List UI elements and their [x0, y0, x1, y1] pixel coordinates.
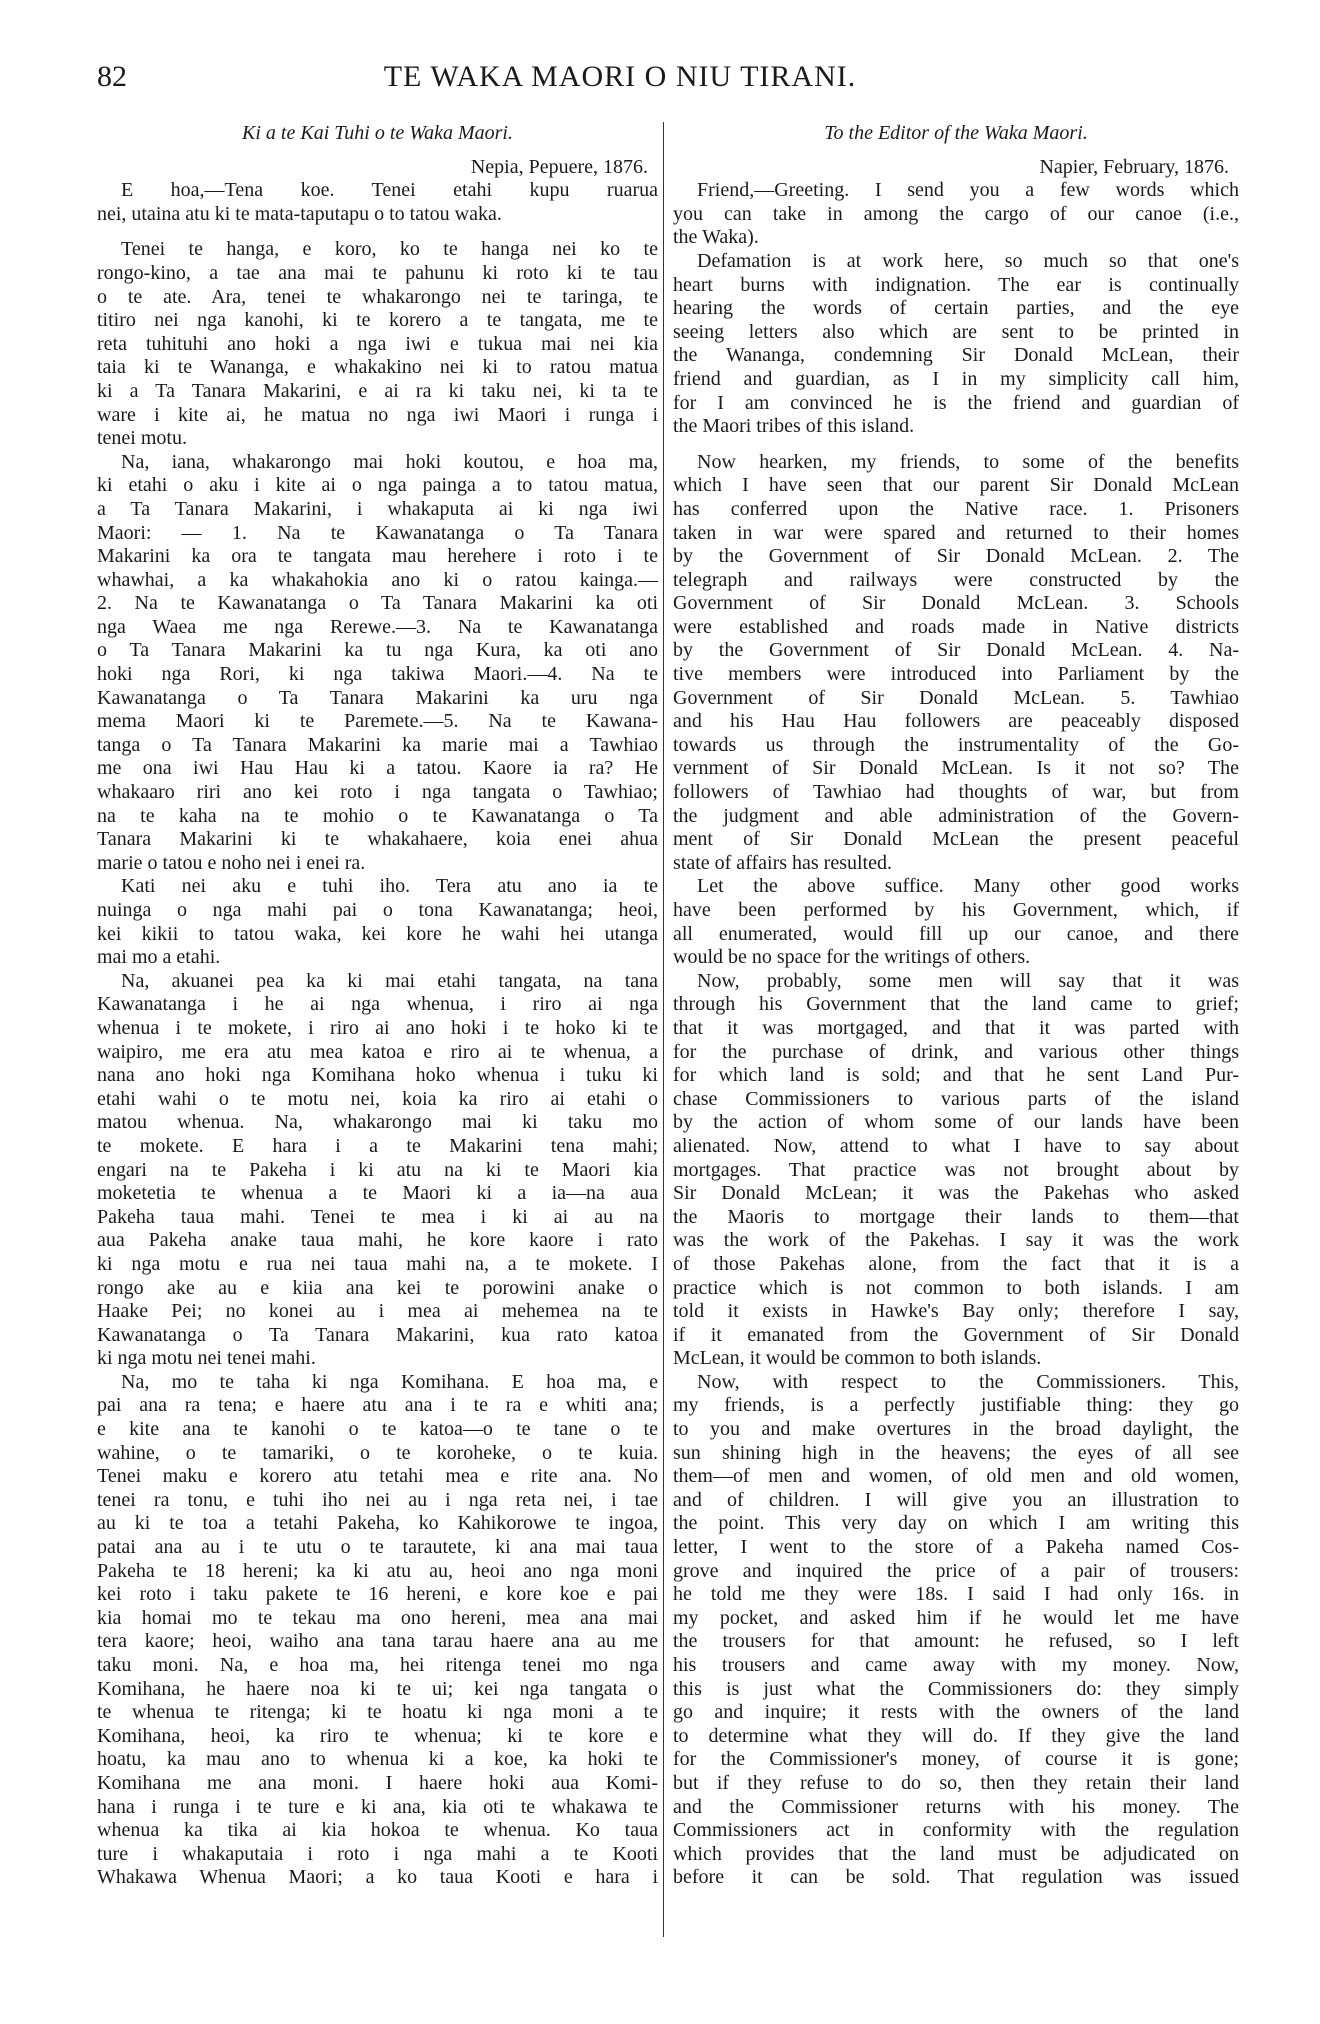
text-line: taken in war were spared and returned to their homes	[673, 521, 1239, 544]
text-line: rongo ake au e kiia ana kei te porowini anake o	[97, 1276, 658, 1299]
text-line: McLean, it would be common to both islands.	[673, 1347, 1042, 1370]
text-line: which I have seen that our parent Sir Donald McLean	[673, 474, 1239, 497]
text-line: Haake Pei; no konei au i mea ai mehemea na te	[97, 1300, 658, 1323]
text-line: Kawanatanga o Ta Tanara Makarini, kua rato katoa	[97, 1323, 658, 1346]
text-line: all enumerated, would fill up our canoe, and there	[673, 922, 1239, 945]
text-line: pai ana ra tena; e haere atu ana i te ra e whiti ana;	[97, 1394, 658, 1417]
text-line: waipiro, me era atu mea katoa e riro ai te whenua, a	[97, 1040, 658, 1063]
text-line: go and inquire; it rests with the owners of the land	[673, 1701, 1239, 1724]
text-line: has conferred upon the Native race. 1. Prisoners	[673, 497, 1239, 520]
text-line: whenua i te mokete, i riro ai ano hoki i te hoko ki te	[97, 1016, 658, 1039]
paragraph	[97, 1371, 658, 1890]
text-line: of those Pakehas alone, from the fact that it is a	[673, 1252, 1239, 1275]
text-line: have been performed by his Government, which, if	[673, 899, 1239, 921]
text-line: nei, utaina atu ki te mata-taputapu o to tatou waka.	[97, 202, 502, 225]
text-line: Now, with respect to the Commissioners. This,	[697, 1370, 1239, 1393]
text-line: chase Commissioners to various parts of the island	[673, 1087, 1239, 1110]
text-line: Makarini ka ora te tangata mau herehere i roto i te	[97, 545, 658, 568]
text-line: for the purchase of drink, and various other things	[673, 1040, 1239, 1063]
paragraph	[673, 451, 1239, 876]
text-line: to determine what they will do. If they give the land	[673, 1724, 1239, 1747]
text-line: Commissioners act in conformity with the regulation	[673, 1819, 1239, 1842]
text-line: the Wananga, condemning Sir Donald McLean, their	[673, 344, 1239, 367]
text-line: mortgages. That practice was not brought about by	[673, 1158, 1239, 1181]
text-line: by the Government of Sir Donald McLean. 4. Na-	[673, 639, 1239, 662]
text-line: Na, akuanei pea ka ki mai etahi tangata, na tana	[121, 969, 658, 992]
text-line: Now hearken, my friends, to some of the benefits	[697, 450, 1239, 473]
text-line: to you and make overtures in the broad daylight, the	[673, 1418, 1239, 1441]
text-line: the trousers for that amount: he refused, so I left	[673, 1630, 1239, 1653]
text-line: whawhai, a ka whakahokia ano ki o ratou kainga.—	[97, 568, 658, 591]
text-line: o te ate. Ara, tenei te whakarongo nei te taringa, te	[97, 285, 658, 308]
text-line: the judgment and able administration of the Govern-	[673, 804, 1239, 827]
text-line: which provides that the land must be adjudicated on	[673, 1842, 1239, 1865]
paragraph	[97, 238, 658, 450]
text-line: told it exists in Hawke's Bay only; therefore I say,	[673, 1300, 1239, 1323]
text-line: ki nga motu nei tenei mahi.	[97, 1347, 316, 1370]
text-line: hana i runga i te ture e ki ana, kia oti te whakawa te	[97, 1795, 658, 1818]
text-line: engari na te Pakeha i ki atu na ki te Maori kia	[97, 1158, 658, 1181]
text-line: the Waka).	[673, 226, 759, 249]
paragraph	[97, 970, 658, 1371]
paragraph	[673, 970, 1239, 1371]
paragraph	[673, 179, 1239, 250]
text-line: Let the above suffice. Many other good works	[697, 875, 1239, 898]
text-line: telegraph and railways were constructed by the	[673, 568, 1239, 591]
text-line: before it can be sold. That regulation was issued	[673, 1866, 1239, 1889]
text-line: followers of Tawhiao had thoughts of war, but from	[673, 781, 1239, 804]
text-line: he told me they were 18s. I said I had only 16s. in	[673, 1583, 1239, 1606]
text-line: wahine, o te tamariki, o te koroheke, o te kuia.	[97, 1441, 658, 1464]
text-line: nga Waea me nga Rerewe.—3. Na te Kawanatanga	[97, 615, 658, 638]
running-title: TE WAKA MAORI O NIU TIRANI.	[383, 60, 857, 93]
text-line: Komihana me ana moni. I haere hoki aua Komi-	[97, 1771, 658, 1794]
text-line: Komihana, heoi, ka riro te whenua; ki te kore e	[97, 1724, 658, 1747]
text-line: whakaaro riri ano kei roto i nga tangata o Tawhiao;	[97, 781, 658, 804]
text-line: Kati nei aku e tuhi iho. Tera atu ano ia te	[121, 875, 658, 898]
text-line: te mokete. E hara i a te Makarini tena mahi;	[97, 1134, 658, 1157]
text-line: patai ana au i te utu o te tarautete, ki ana mai taua	[97, 1536, 658, 1559]
text-line: rongo-kino, a tae ana mai te pahunu ki roto ki te tau	[97, 261, 658, 284]
text-line: towards us through the instrumentality of the Go-	[673, 733, 1239, 756]
text-line: Defamation is at work here, so much so that one's	[697, 249, 1239, 272]
text-line: matou whenua. Na, whakarongo mai ki taku mo	[97, 1111, 658, 1134]
text-line: state of affairs has resulted.	[673, 851, 892, 874]
text-line: my pocket, and asked him if he would let me have	[673, 1606, 1239, 1629]
text-line: practice which is not common to both islands. I am	[673, 1276, 1239, 1299]
text-line: this is just what the Commissioners do: they simply	[673, 1677, 1239, 1700]
text-line: whenua ka tika ai kia hokoa te whenua. Ko taua	[97, 1819, 658, 1842]
text-line: for which land is sold; and that he sent Land Pur-	[673, 1064, 1239, 1087]
text-line: Maori: — 1. Na te Kawanatanga o Ta Tanara	[97, 521, 658, 544]
text-line: marie o tatou e noho nei i enei ra.	[97, 851, 366, 874]
text-line: hoatu, ka mau ano to whenua ki a koe, ka hoki te	[97, 1748, 658, 1771]
paragraph	[673, 250, 1239, 439]
page-number: 82	[97, 60, 127, 93]
text-line: by the Government of Sir Donald McLean. 2. The	[673, 545, 1239, 568]
text-line: titiro nei nga kanohi, ki te korero a te tangata, me te	[97, 309, 658, 332]
text-line: my friends, is a perfectly justifiable thing: they go	[673, 1394, 1239, 1417]
text-line: Sir Donald McLean; it was the Pakehas who asked	[673, 1182, 1239, 1205]
text-line: the Maoris to mortgage their lands to them—that	[673, 1205, 1239, 1228]
paragraph	[673, 1371, 1239, 1890]
text-line: e kite ana te kanohi o te katoa—o te tane o te	[97, 1418, 658, 1441]
english-letter-column	[673, 122, 1239, 1890]
paragraph	[97, 179, 658, 226]
text-line: kia homai mo te tekau ma ono hereni, mea ana mai	[97, 1606, 658, 1629]
text-line: ki a Ta Tanara Makarini, e ai ra ki taku nei, ki ta te	[97, 379, 658, 402]
text-line: Kawanatanga i he ai nga whenua, i riro ai nga	[97, 993, 658, 1016]
paragraph	[97, 451, 658, 876]
text-line: Tenei te hanga, e koro, ko te hanga nei ko te	[121, 238, 658, 261]
text-line: nana ano hoki nga Komihana hoko whenua i tuku ki	[97, 1064, 658, 1087]
text-line: sun shining high in the heavens; the eyes of all see	[673, 1441, 1239, 1464]
text-line: the point. This very day on which I am writing this	[673, 1512, 1239, 1535]
text-line: etahi wahi o te motu nei, koia ka riro ai etahi o	[97, 1087, 658, 1110]
text-line: Kawanatanga o Ta Tanara Makarini ka uru nga	[97, 686, 658, 709]
dateline: Nepia, Pepuere, 1876.	[470, 155, 648, 178]
maori-letter-column	[97, 122, 658, 1890]
text-line: you can take in among the cargo of our canoe (i.e.,	[673, 202, 1239, 225]
text-line: mema Maori ki te Paremete.—5. Na te Kawana-	[97, 710, 658, 733]
text-line: kei kikii to tatou waka, kei kore he wahi hei utanga	[97, 922, 658, 945]
text-line: hearing the words of certain parties, and the eye	[673, 297, 1239, 320]
text-line: seeing letters also which are sent to be printed in	[673, 320, 1239, 343]
text-line: Tanara Makarini ki te whakahaere, koia enei ahua	[97, 828, 658, 851]
text-line: mai mo a etahi.	[97, 946, 221, 969]
text-line: tive members were introduced into Parliament by the	[673, 663, 1239, 686]
text-line: nuinga o nga mahi pai o tona Kawanatanga; heoi,	[97, 899, 658, 921]
text-line: but if they refuse to do so, then they retain their land	[673, 1771, 1239, 1794]
text-line: au ki te toa a tetahi Pakeha, ko Kahikorowe te ingoa,	[97, 1512, 658, 1535]
text-line: ment of Sir Donald McLean the present peaceful	[673, 828, 1239, 851]
text-line: Government of Sir Donald McLean. 5. Tawhiao	[673, 686, 1239, 709]
text-line: was the work of the Pakehas. I say it was the work	[673, 1229, 1239, 1252]
text-line: Now, probably, some men will say that it was	[697, 969, 1239, 992]
text-line: Pakeha te 18 hereni; ka ki atu au, heoi ano nga moni	[97, 1559, 658, 1582]
text-line: hoki nga Rori, ki nga takiwa Maori.—4. Na te	[97, 663, 658, 686]
text-line: Government of Sir Donald McLean. 3. Schools	[673, 592, 1239, 615]
text-line: if it emanated from the Government of Sir Donald	[673, 1323, 1239, 1346]
text-line: friend and guardian, as I in my simplicity call him,	[673, 367, 1239, 390]
text-line: heart burns with indignation. The ear is continually	[673, 273, 1239, 296]
paragraph	[97, 875, 658, 969]
text-line: taia ki te Wananga, e whakakino nei ki to ratou matua	[97, 356, 658, 379]
text-line: that it was mortgaged, and that it was parted with	[673, 1016, 1239, 1039]
text-line: tenei motu.	[97, 427, 187, 450]
text-line: E hoa,—Tena koe. Tenei etahi kupu ruarua	[121, 179, 658, 202]
text-line: vernment of Sir Donald McLean. Is it not so? The	[673, 757, 1239, 780]
text-line: moketetia te whenua a te Maori ki a ia—na aua	[97, 1182, 658, 1205]
text-line: for the Commissioner's money, of course it is gone;	[673, 1748, 1239, 1771]
text-line: and of children. I will give you an illustration to	[673, 1488, 1239, 1511]
text-line: Komihana, he haere noa ki te ui; kei nga tangata o	[97, 1677, 658, 1700]
text-line: kei roto i taku pakete te 16 hereni, e kore koe e pai	[97, 1583, 658, 1606]
text-line: reta tuhituhi ano hoki a nga iwi e tukua mai nei kia	[97, 332, 658, 355]
text-line: his trousers and came away with my money. Now,	[673, 1654, 1239, 1676]
text-line: te whenua te ritenga; ki te hoatu ki nga moni a te	[97, 1701, 658, 1724]
text-line: na te kaha na te mohio o te Kawanatanga o Ta	[97, 804, 658, 827]
text-line: Tenei maku e korero atu tetahi mea e rite ana. No	[97, 1465, 658, 1488]
text-line: were established and roads made in Native districts	[673, 615, 1239, 638]
text-line: letter, I went to the store of a Pakeha named Cos-	[673, 1536, 1239, 1559]
text-line: me ona iwi Hau Hau ki a tatou. Kaore ia ra? He	[97, 757, 658, 780]
text-line: would be no space for the writings of others.	[673, 946, 1031, 969]
text-line: tanga o Ta Tanara Makarini ka marie mai a Tawhiao	[97, 733, 658, 756]
text-line: through his Government that the land came to grief;	[673, 993, 1239, 1016]
text-line: them—of men and women, of old men and old women,	[673, 1465, 1239, 1488]
letter-heading: Ki a te Kai Tuhi o te Waka Maori.	[242, 122, 513, 144]
text-line: and the Commissioner returns with his money. The	[673, 1795, 1239, 1818]
text-line: and his Hau Hau followers are peaceably disposed	[673, 710, 1239, 733]
text-line: ki etahi o aku i kite ai o nga painga a to tatou matua,	[97, 474, 658, 497]
text-line: ware i kite ai, he matua no nga iwi Maori i runga i	[97, 403, 658, 426]
text-line: Pakeha taua mahi. Tenei te mea i ki ai au na	[97, 1205, 658, 1228]
paragraph	[673, 875, 1239, 969]
text-line: for I am convinced he is the friend and guardian of	[673, 391, 1239, 414]
text-line: Whakawa Whenua Maori; a ko taua Kooti e hara i	[97, 1866, 658, 1889]
column-divider	[663, 122, 664, 1937]
text-line: by the action of whom some of our lands have been	[673, 1111, 1239, 1134]
text-line: grove and inquired the price of a pair of trousers:	[673, 1559, 1239, 1582]
text-line: a Ta Tanara Makarini, i whakaputa ai ki nga iwi	[97, 497, 658, 520]
text-line: ture i whakaputaia i roto i nga mahi a te Kooti	[97, 1842, 658, 1865]
text-line: Na, iana, whakarongo mai hoki koutou, e hoa ma,	[121, 450, 658, 473]
text-line: Na, mo te taha ki nga Komihana. E hoa ma, e	[121, 1370, 658, 1393]
text-line: o Ta Tanara Makarini ka tu nga Kura, ka oti ano	[97, 639, 658, 662]
letter-heading: To the Editor of the Waka Maori.	[824, 122, 1088, 144]
text-line: tera kaore; heoi, waiho ana tana tarau haere ana au me	[97, 1630, 658, 1653]
text-line: tenei ra tonu, e tuhi iho nei au i nga reta nei, i tae	[97, 1488, 658, 1511]
text-line: aua Pakeha anake taua mahi, he kore kaore i rato	[97, 1229, 658, 1252]
text-line: taku moni. Na, e hoa ma, hei ritenga tenei mo nga	[97, 1654, 658, 1676]
text-line: 2. Na te Kawanatanga o Ta Tanara Makarini ka oti	[97, 592, 658, 615]
text-line: ki nga motu e rua nei taua mahi na, a te mokete. I	[97, 1252, 658, 1275]
text-line: the Maori tribes of this island.	[673, 415, 915, 438]
text-line: alienated. Now, attend to what I have to say about	[673, 1134, 1239, 1157]
dateline: Napier, February, 1876.	[1039, 155, 1229, 178]
text-line: Friend,—Greeting. I send you a few words which	[697, 179, 1239, 202]
